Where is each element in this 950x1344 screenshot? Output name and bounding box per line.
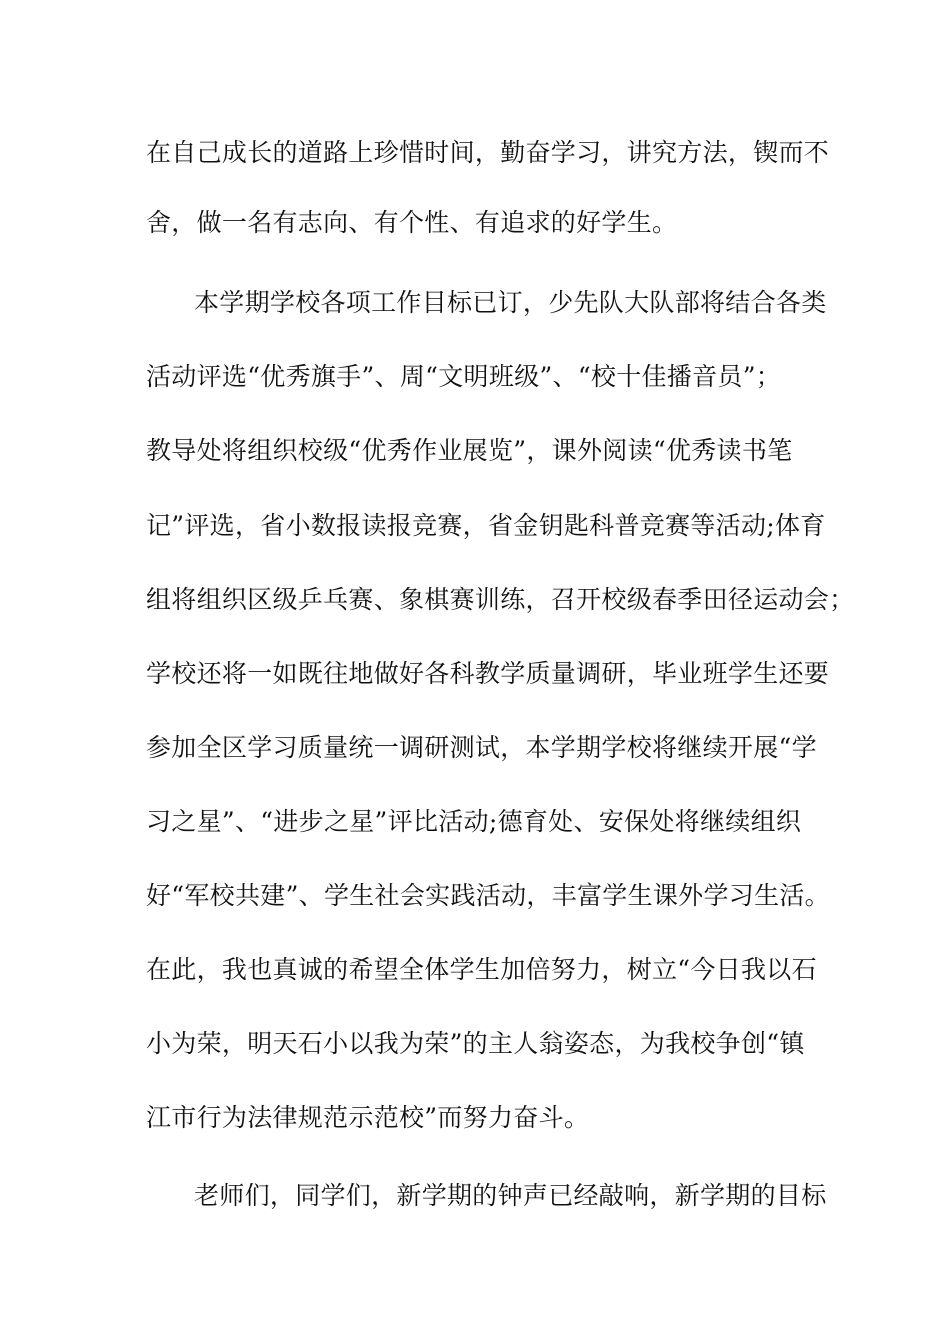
text-line: 习之星”、“进步之星”评比活动;德育处、安保处将继续组织	[146, 807, 802, 836]
text-line: 江市行为法律规范示范校”而努力奋斗。	[146, 1103, 590, 1132]
text-line: 记”评选，省小数报读报竞赛，省金钥匙科普竞赛等活动;体育	[146, 511, 826, 540]
text-line: 教导处将组织校级“优秀作业展览”，课外阅读“优秀读书笔	[146, 436, 793, 465]
text-line: 在自己成长的道路上珍惜时间，勤奋学习，讲究方法，锲而不	[146, 138, 830, 167]
text-line: 小为荣，明天石小以我为荣”的主人翁姿态，为我校争创“镇	[146, 1029, 805, 1058]
text-line: 组将组织区级乒乓赛、象棋赛训练，召开校级春季田径运动会；	[146, 585, 855, 614]
paragraph-start-line: 老师们，同学们，新学期的钟声已经敲响，新学期的目标	[194, 1181, 827, 1210]
text-line: 舍，做一名有志向、有个性、有追求的好学生。	[146, 208, 678, 237]
text-line: 学校还将一如既往地做好各科教学质量调研，毕业班学生还要	[146, 659, 830, 688]
paragraph-start-line: 本学期学校各项工作目标已订，少先队大队部将结合各类	[194, 288, 827, 317]
text-line: 活动评选“优秀旗手”、周“文明班级”、“校十佳播音员”；	[146, 362, 782, 391]
text-line: 好“军校共建”、学生社会实践活动，丰富学生课外学习生活。	[146, 881, 830, 910]
text-line: 在此，我也真诚的希望全体学生加倍努力，树立“今日我以石	[146, 955, 817, 984]
text-line: 参加全区学习质量统一调研测试，本学期学校将继续开展“学	[146, 733, 817, 762]
